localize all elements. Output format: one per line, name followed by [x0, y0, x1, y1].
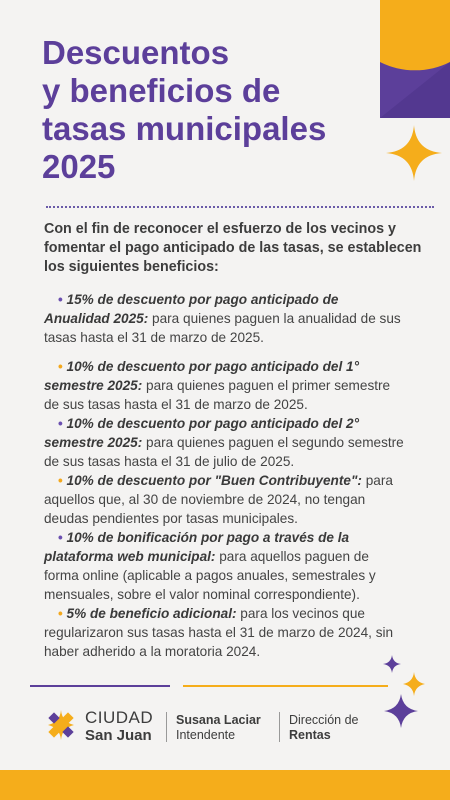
title-line-2: y beneficios de [42, 72, 281, 109]
bullet: • [58, 359, 63, 374]
benefit-text: para quienes paguen el primer semestre de sus tasas hasta el 31 de marzo de 2025. [44, 378, 391, 412]
benefit-item [44, 290, 404, 347]
title-line-1: Descuentos [42, 34, 230, 71]
benefit-item [44, 528, 404, 604]
benefit-text: para quienes paguen la anualidad de sus tasas hasta el 31 de marzo de 2025. [44, 311, 401, 345]
official-role: Intendente [176, 728, 236, 742]
benefit-title: 10% de descuento por pago anticipado del 1° semestre 2025: [44, 359, 360, 393]
footer-separator [166, 712, 167, 742]
logo-text-ciudad: CIUDAD [85, 708, 154, 727]
footer-separator [279, 712, 280, 742]
benefit-text: para quienes paguen el segundo semestre de sus tasas hasta el 31 de julio de 2025. [44, 435, 404, 469]
benefit-title: 10% de bonificación por pago a través de la plataforma web municipal: [44, 530, 350, 564]
intro-text: Con el fin de reconocer el esfuerzo de los vecinos y fomentar el pago anticipado de las tasas, se establecen los siguientes beneficios: [44, 221, 422, 275]
page-title [42, 34, 382, 186]
bullet: • [58, 473, 63, 488]
benefit-text: para aquellos que, al 30 de noviembre de 2024, no tengan deudas pendientes por tasas municipales. [44, 473, 393, 526]
benefit-item [44, 604, 404, 661]
title-line-4: 2025 [42, 148, 116, 185]
bullet: • [58, 416, 63, 431]
department-line-2: Rentas [289, 728, 331, 742]
four-point-star-icon [386, 125, 442, 181]
benefit-item [44, 471, 404, 528]
benefit-title: 10% de descuento por "Buen Contribuyente": [66, 473, 362, 488]
title-line-3: tasas municipales [42, 110, 327, 147]
logo-text-sanjuan: San Juan [85, 727, 152, 744]
official-name: Susana Laciar [176, 713, 261, 727]
benefits-list [44, 290, 404, 661]
bullet: • [58, 530, 63, 545]
footer-divider-purple [30, 685, 170, 687]
benefit-title: 15% de descuento por pago anticipado de Anualidad 2025: [44, 292, 339, 326]
dotted-divider [46, 206, 434, 208]
benefit-title: 10% de descuento por pago anticipado del 2° semestre 2025: [44, 416, 360, 450]
department-line-1: Dirección de [289, 713, 359, 727]
benefit-text: para los vecinos que regularizaron sus tasas hasta el 31 de marzo de 2024, sin haber adherido a la moratoria 2024. [44, 606, 394, 659]
bullet: • [58, 292, 63, 307]
bottom-bar [0, 770, 450, 800]
benefit-title: 5% de beneficio adicional: [66, 606, 237, 621]
benefit-item [44, 414, 404, 471]
city-logo-icon [44, 708, 78, 742]
star-cluster-icon [380, 650, 440, 740]
benefit-item [44, 357, 404, 414]
benefit-text: para aquellos paguen de forma online (aplicable a pagos anuales, semestrales y mensuales, sobre el valor nominal correspondiente). [44, 549, 376, 602]
corner-shape [380, 0, 450, 118]
footer-divider-orange [183, 685, 388, 687]
bullet: • [58, 606, 63, 621]
